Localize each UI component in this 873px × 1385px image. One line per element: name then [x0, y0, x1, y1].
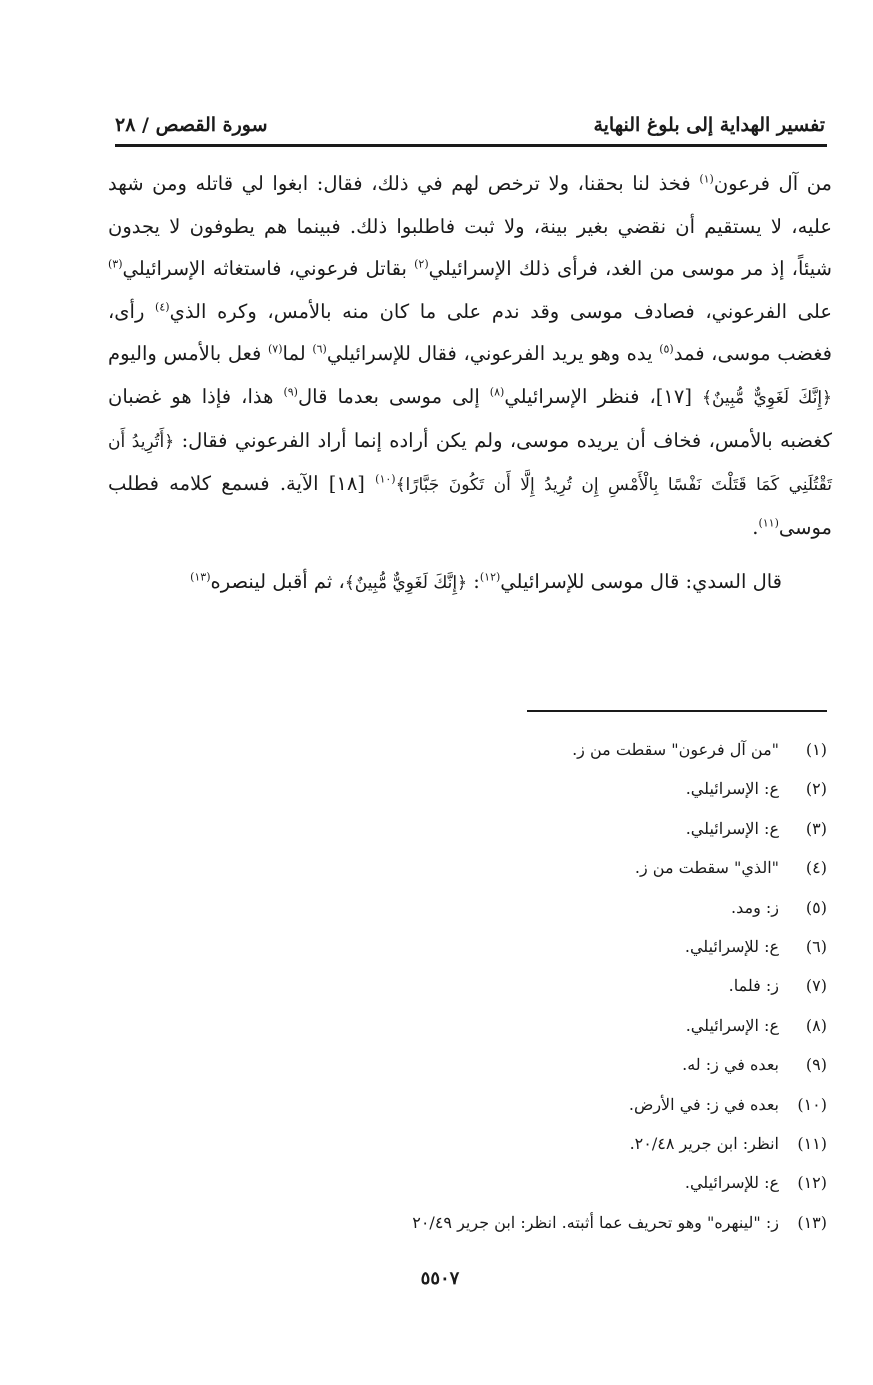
footnote-text: بعده في ز: له. — [682, 1055, 779, 1075]
footnote-text: "الذي" سقطت من ز. — [634, 858, 779, 878]
footnote-number: (٣) — [805, 818, 827, 838]
footnote-item — [200, 1006, 827, 1045]
paragraph-1 — [108, 163, 832, 549]
footnote-item — [200, 1163, 827, 1202]
footnote-text: ع: الإسرائيلي. — [685, 1015, 779, 1035]
footnote-item — [200, 1085, 827, 1124]
text-segment: فخذ لنا بحقنا، ولا ترخص لهم في ذلك، فقال: ابغوا لي قاتله ومن شهد عليه، لا يستقيم أن نقضي بغير بينة، ولا ثبت فاطلبوا ذلك. فبينما هم يطوفون لا يجدون شيئاً، إذ مر موسى من الغد، فرأى ذلك الإسرائيلي — [108, 172, 833, 281]
text-segment: هذا، فإذا هو غضبان كغضبه بالأمس، فخاف أن يريده موسى، ولم يكن أراده إنما أراد الفرعوني فقال: — [108, 384, 832, 452]
text-segment: قال السدي: قال موسى للإسرائيلي — [500, 570, 782, 594]
text-segment: فعل بالأمس واليوم — [108, 342, 268, 366]
footnotes-list — [200, 730, 827, 1242]
text-segment: [١٧]، فنظر الإسرائيلي — [504, 384, 702, 408]
footnote-ref[interactable]: (٢) — [414, 257, 429, 271]
footnote-item — [200, 730, 827, 769]
footnote-item — [200, 1045, 827, 1084]
footnote-ref[interactable]: (٤) — [155, 300, 170, 314]
footnote-ref[interactable]: (٧) — [268, 342, 283, 356]
footnote-number: (٩) — [805, 1055, 827, 1075]
footnote-item — [200, 1203, 827, 1242]
book-title: تفسير الهداية إلى بلوغ النهاية — [593, 114, 825, 136]
footnote-item — [200, 1124, 827, 1163]
quran-verse: ﴿إِنَّكَ لَغَوِيٌّ مُّبِينٌ﴾ — [344, 573, 468, 594]
paragraph-2 — [108, 561, 832, 605]
footnote-text: بعده في ز: في الأرض. — [628, 1094, 779, 1114]
header-rule — [115, 144, 827, 147]
text-segment: . — [752, 515, 759, 539]
footnote-ref[interactable]: (٦) — [312, 342, 327, 356]
quran-verse: ﴿إِنَّكَ لَغَوِيٌّ مُّبِينٌ﴾ — [702, 387, 833, 408]
footnote-item — [200, 966, 827, 1005]
footnote-number: (١) — [805, 740, 827, 759]
footnote-ref[interactable]: (١١) — [758, 516, 779, 530]
footnote-ref[interactable]: (١٠) — [375, 472, 396, 486]
text-segment: رأى، فغضب موسى، فمد — [108, 299, 833, 366]
footnote-text: ز: "لينهره" وهو تحريف عما أثبته. انظر: ابن جرير ٢٠/٤٩ — [412, 1212, 779, 1232]
footnote-number: (٢) — [805, 779, 827, 799]
footnote-number: (١١) — [797, 1133, 827, 1153]
quran-verse: ﴿أَتُرِيدُ أَن تَقْتُلَنِي كَمَا قَتَلْتَ نَفْسًا بِالْأَمْسِ إِن تُرِيدُ إِلَّا أَن تَكُونَ جَبَّارًا﴾ — [108, 431, 832, 496]
footnote-number: (٥) — [805, 897, 827, 917]
page-header — [115, 96, 825, 136]
footnote-ref[interactable]: (٨) — [489, 385, 505, 399]
footnote-text: ز: فلما. — [728, 976, 779, 996]
footnote-number: (٨) — [805, 1015, 827, 1035]
text-segment: يده وهو يريد الفرعوني، فقال للإسرائيلي — [326, 342, 660, 366]
footnote-ref[interactable]: (١) — [699, 172, 714, 186]
text-segment: ، ثم أقبل لينصره — [210, 570, 345, 594]
text-segment: لما — [282, 342, 313, 366]
footnote-item — [200, 769, 827, 808]
text-segment: على الفرعوني، فصادف موسى وقد ندم على ما كان منه بالأمس، وكره الذي — [169, 299, 832, 323]
text-segment: بقاتل فرعوني، فاستغاثه الإسرائيلي — [122, 257, 415, 281]
footnote-number: (١٣) — [797, 1212, 827, 1232]
text-segment: : — [467, 570, 480, 594]
footnote-text: ع: للإسرائيلي. — [684, 936, 779, 956]
footnote-number: (١٠) — [797, 1094, 827, 1114]
footnote-number: (٧) — [805, 976, 827, 996]
footnote-ref[interactable]: (١٢) — [479, 570, 501, 584]
footnote-text: ع: للإسرائيلي. — [684, 1173, 779, 1193]
footnote-text: ع: الإسرائيلي. — [685, 818, 779, 838]
footnote-text: ز: ومد. — [731, 897, 779, 917]
footnote-text: انظر: ابن جرير ٢٠/٤٨. — [629, 1133, 779, 1153]
footnote-item — [200, 809, 827, 848]
text-segment: من آل فرعون — [713, 172, 832, 195]
footnote-item — [200, 927, 827, 966]
main-text — [108, 163, 832, 605]
footnote-separator — [527, 710, 827, 712]
surah-label: سورة القصص / ٢٨ — [115, 114, 268, 136]
page-number: ٥٥٠٧ — [420, 1268, 460, 1289]
footnote-ref[interactable]: (١٣) — [190, 570, 211, 584]
text-segment: [١٨] الآية. فسمع كلامه فطلب موسى — [108, 472, 832, 539]
text-segment: إلى موسى بعدما قال — [297, 384, 490, 408]
footnote-number: (٤) — [805, 858, 827, 878]
footnote-text: ع: الإسرائيلي. — [685, 779, 779, 799]
footnote-ref[interactable]: (٩) — [283, 385, 298, 399]
footnote-item — [200, 888, 827, 927]
footnote-text: "من آل فرعون" سقطت من ز. — [572, 740, 779, 759]
footnote-ref[interactable]: (٣) — [108, 257, 123, 271]
footnote-item — [200, 848, 827, 887]
footnote-number: (٦) — [805, 936, 827, 956]
footnote-number: (١٢) — [797, 1173, 827, 1193]
footnote-ref[interactable]: (٥) — [659, 342, 674, 356]
